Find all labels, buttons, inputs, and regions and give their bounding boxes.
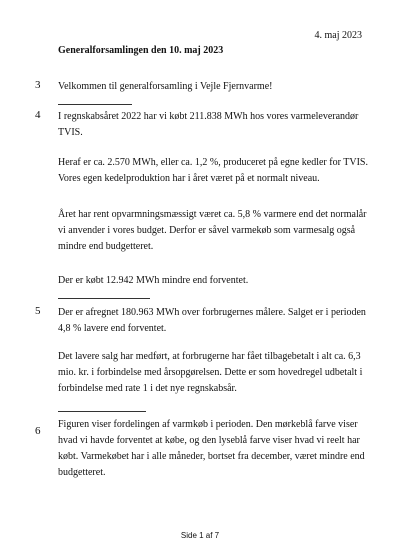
section-divider [58,411,146,412]
document-date: 4. maj 2023 [314,30,362,41]
section-number-3: 3 [35,79,41,91]
section-number-4: 4 [35,109,41,121]
page-footer: Side 1 af 7 [180,531,220,540]
weather-paragraph: Året har rent opvarmningsmæssigt været ca. 5,8 % varmere end det normalår vi anvender i vores budget. Derfor er såvel varmekøb som varmesalg også mindre end budgetteret. [58,209,367,252]
section-divider [58,298,150,299]
purchase-paragraph: I regnskabsåret 2022 har vi købt 211.838 MWh hos vores varmeleverandør TVIS. [58,111,359,138]
figure-description-paragraph: Figuren viser fordelingen af varmkøb i perioden. Den mørkeblå farve viser hvad vi havde forventet at købe, og den lyseblå farve viser hvad vi reelt har købt. Varmekøbet har i alle måneder, bortset fra december, været mindre end budgetteret. [58,419,365,478]
shortfall-paragraph: Der er købt 12.942 MWh mindre end forventet. [58,275,249,286]
document-heading: Generalforsamlingen den 10. maj 2023 [58,45,224,56]
section-divider [58,104,132,105]
own-production-paragraph: Heraf er ca. 2.570 MWh, eller ca. 1,2 %, produceret på egne kedler for TVIS. Vores egen kedelproduktion har i året været på et normalt niveau. [58,157,368,184]
refund-paragraph: Det lavere salg har medført, at forbrugerne har fået tilbagebetalt i alt ca. 6,3 mio. kr. i forbindelse med årsopgørelsen. Dette er som hovedregel udbetalt i forbindelse med rate 1 i det nye regnskabsår. [58,351,363,394]
sales-paragraph: Der er afregnet 180.963 MWh over forbrugernes målere. Salget er i perioden 4,8 % lavere end forventet. [58,307,366,334]
section-number-5: 5 [35,305,41,317]
welcome-paragraph: Velkommen til generalforsamling i Vejle Fjernvarme! [58,81,273,92]
section-number-6: 6 [35,425,41,437]
